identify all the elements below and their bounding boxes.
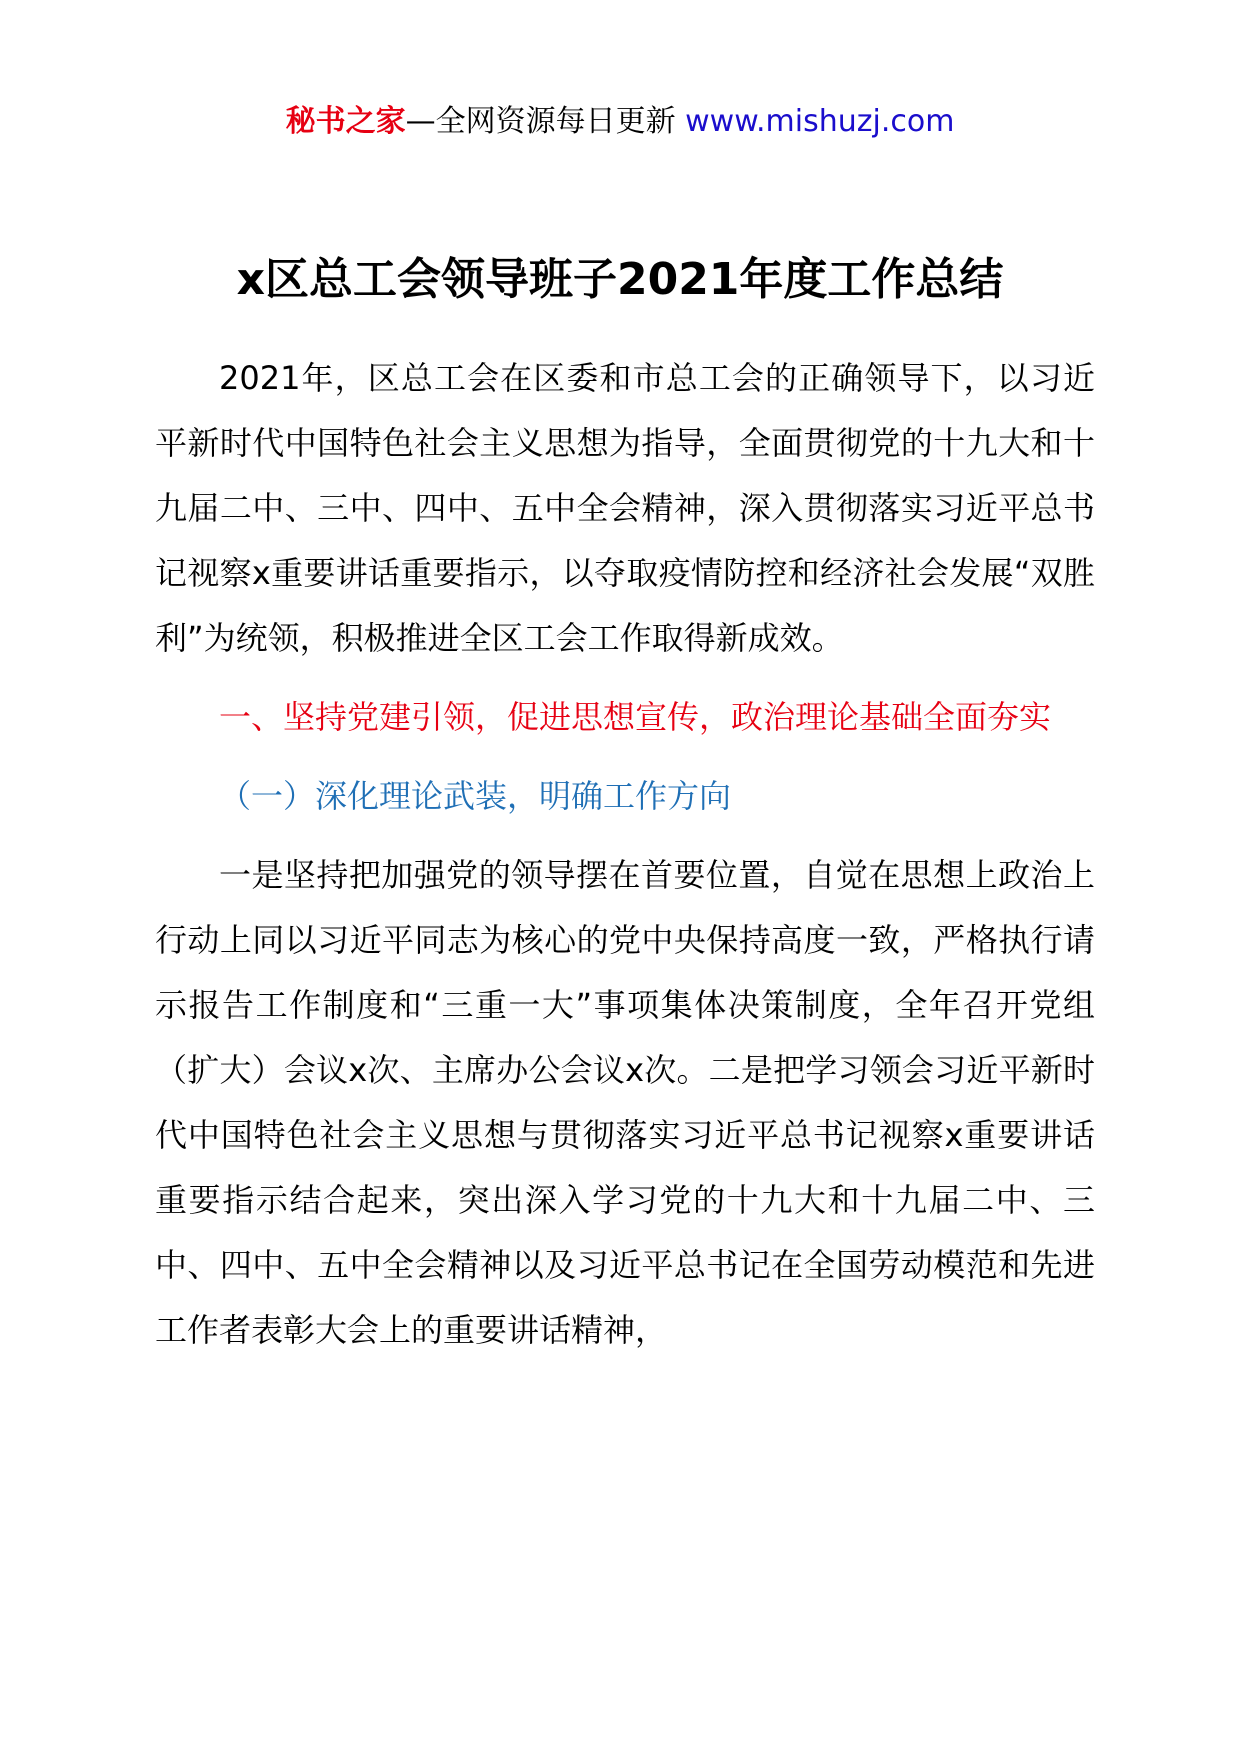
intro-paragraph: 2021年，区总工会在区委和市总工会的正确领导下，以习近平新时代中国特色社会主义思想为指导，全面贯彻党的十九大和十九届二中、三中、四中、五中全会精神，深入贯彻落实习近平总书记视察x重要讲话重要指示，以夺取疫情防控和经济社会发展“双胜利”为统领，积极推进全区工会工作取得新成效。 bbox=[155, 359, 1095, 657]
subsection-heading: （一）深化理论武装，明确工作方向 bbox=[219, 777, 732, 815]
site-tagline: —全网资源每日更新 bbox=[405, 104, 676, 139]
site-url-link[interactable]: www.mishuzj.com bbox=[685, 104, 955, 139]
document-body bbox=[155, 346, 1095, 1363]
document-title: x区总工会领导班子2021年度工作总结 bbox=[236, 254, 1004, 305]
body-paragraph: 一是坚持把加强党的领导摆在首要位置，自觉在思想上政治上行动上同以习近平同志为核心的党中央保持高度一致，严格执行请示报告工作制度和“三重一大”事项集体决策制度，全年召开党组（扩大）会议x次、主席办公会议x次。二是把学习领会习近平新时代中国特色社会主义思想与贯彻落实习近平总书记视察x重要讲话重要指示结合起来，突出深入学习党的十九大和十九届二中、三中、四中、五中全会精神以及习近平总书记在全国劳动模范和先进工作者表彰大会上的重要讲话精神， bbox=[155, 856, 1095, 1349]
site-header bbox=[0, 102, 1240, 142]
site-brand: 秘书之家 bbox=[285, 104, 406, 139]
section-heading: 一、坚持党建引领，促进思想宣传，政治理论基础全面夯实 bbox=[219, 698, 1052, 736]
